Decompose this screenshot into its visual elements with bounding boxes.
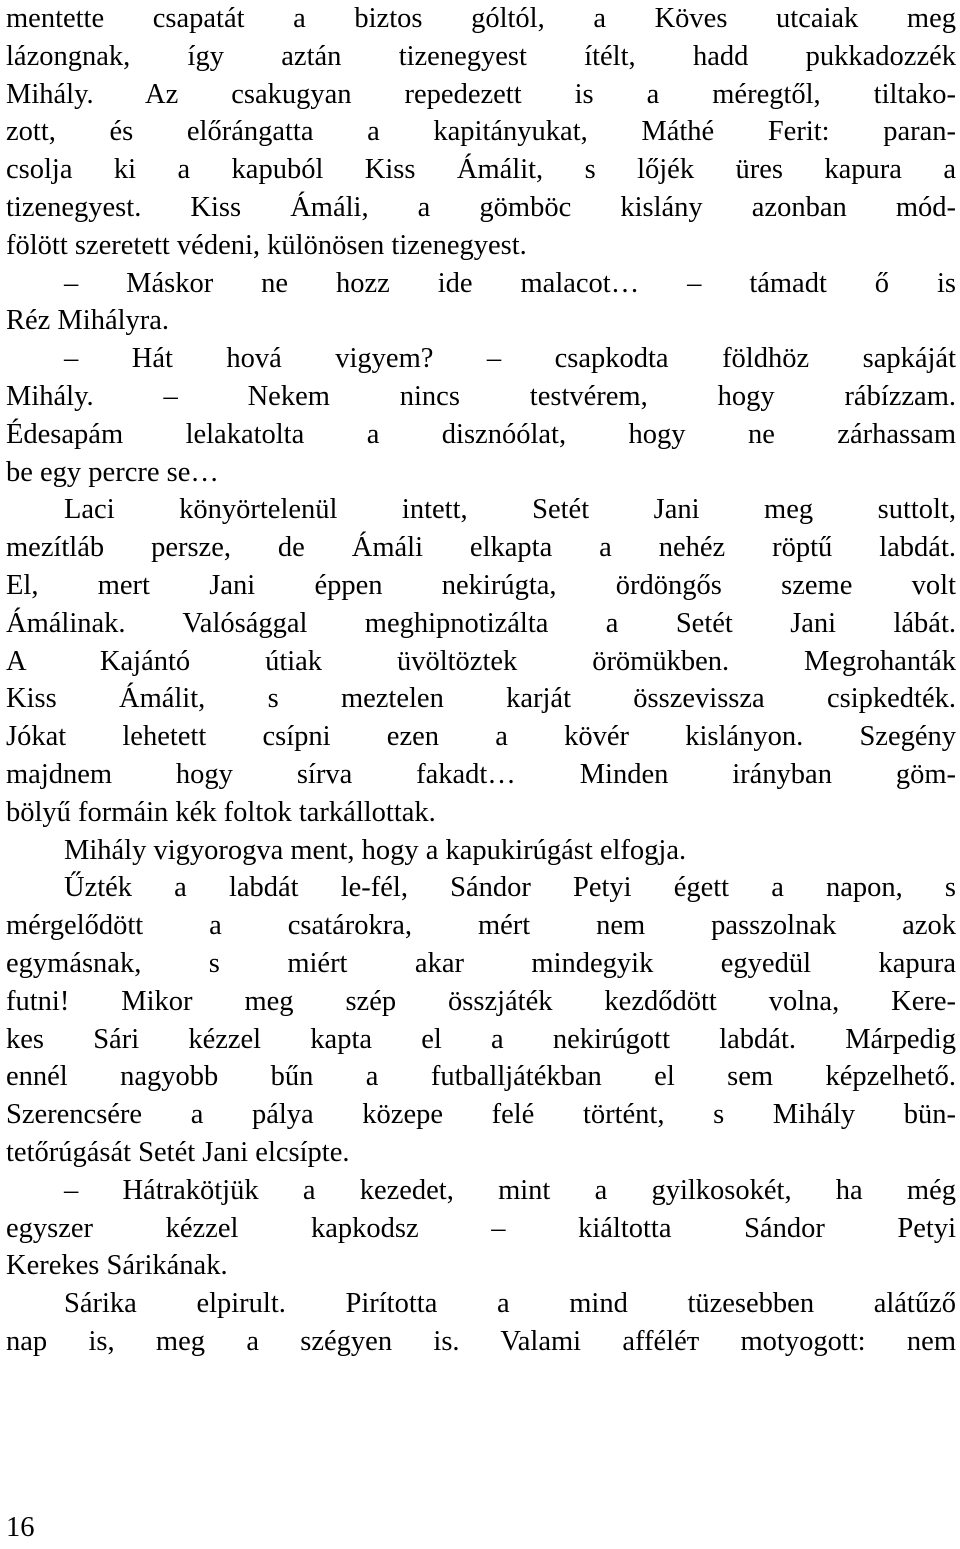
- text-line: nap is, meg a szégyen is. Valami afféléт motyogott: nem: [6, 1325, 956, 1357]
- page-body: [6, 0, 956, 1361]
- text-line: lázongnak, így aztán tizenegyest ítélt, hadd pukkadozzék: [6, 40, 956, 72]
- dialogue-line: – Hátrakötjük a kezedet, mint a gyilkosokét, ha még: [64, 1174, 956, 1206]
- text-line: Űzték a labdát le-fél, Sándor Petyi égett a napon, s: [64, 872, 956, 904]
- text-line: tizenegyest. Kiss Ámáli, a gömböc kislány azonban mód-: [6, 191, 956, 223]
- text-line: El, mert Jani éppen nekirúgta, ördöngős szeme volt: [6, 569, 956, 601]
- text-line: Kiss Ámálit, s meztelen karját összevissza csipkedték.: [6, 683, 956, 715]
- text-line: Mihály. Az csakugyan repedezett is a méregtől, tiltako-: [6, 78, 956, 110]
- text-line: bölyű formáin kék foltok tarkállottak.: [6, 796, 436, 828]
- dialogue-line: Mihály. – Nekem nincs testvérem, hogy rábízzam.: [6, 380, 956, 412]
- text-line: ennél nagyobb bűn a futballjátékban el sem képzelhető.: [6, 1061, 956, 1093]
- text-line: Jókat lehetett csípni ezen a kövér kislányon. Szegény: [6, 721, 956, 753]
- text-line: Mihály vigyorogva ment, hogy a kapukirúgást elfogja.: [64, 834, 687, 866]
- text-line: majdnem hogy sírva fakadt… Minden irányban göm-: [6, 758, 956, 790]
- dialogue-line: – Hát hová vigyem? – csapkodta földhöz sapkáját: [64, 343, 956, 375]
- text-line: Sárika elpirult. Pirította a mind tüzesebben alátűző: [64, 1288, 956, 1320]
- text-line: mezítláb persze, de Ámáli elkapta a nehéz röptű labdát.: [6, 532, 956, 564]
- text-line: mérgelődött a csatárokra, mért nem passzolnak azok: [6, 910, 956, 942]
- page-number: 16: [6, 1512, 35, 1543]
- text-line: A Kajántó útiak üvöltöztek örömükben. Megrohanták: [6, 645, 956, 677]
- text-line: fölött szeretett védeni, különösen tizenegyest.: [6, 229, 527, 261]
- text-line: be egy percre se…: [6, 456, 219, 488]
- text-line: Szerencsére a pálya közepe felé történt, s Mihály bün-: [6, 1099, 956, 1131]
- text-line: futni! Mikor meg szép összjáték kezdődött volna, Kere-: [6, 985, 956, 1017]
- text-line: zott, és előrángatta a kapitányukat, Máthé Ferit: paran-: [6, 116, 956, 148]
- text-line: Réz Mihályra.: [6, 305, 170, 337]
- text-line: csolja ki a kapuból Kiss Ámálit, s lőjék üres kapura a: [6, 154, 956, 186]
- text-line: kes Sári kézzel kapta el a nekirúgott labdát. Márpedig: [6, 1023, 956, 1055]
- dialogue-line: – Máskor ne hozz ide malacot… – támadt ő is: [64, 267, 956, 299]
- text-line: egymásnak, s miért akar mindegyik egyedül kapura: [6, 947, 956, 979]
- text-line: Édesapám lelakatolta a disznóólat, hogy ne zárhassam: [6, 418, 956, 450]
- dialogue-line: egyszer kézzel kapkodsz – kiáltotta Sándor Petyi: [6, 1212, 956, 1244]
- text-line: Ámálinak. Valósággal meghipnotizálta a Setét Jani lábát.: [6, 607, 956, 639]
- text-line: tetőrúgását Setét Jani elcsípte.: [6, 1136, 350, 1168]
- text-line: mentette csapatát a biztos góltól, a Köves utcaiak meg: [6, 3, 956, 34]
- text-line: Laci könyörtelenül intett, Setét Jani meg suttolt,: [64, 494, 956, 526]
- text-line: Kerekes Sárikának.: [6, 1250, 228, 1282]
